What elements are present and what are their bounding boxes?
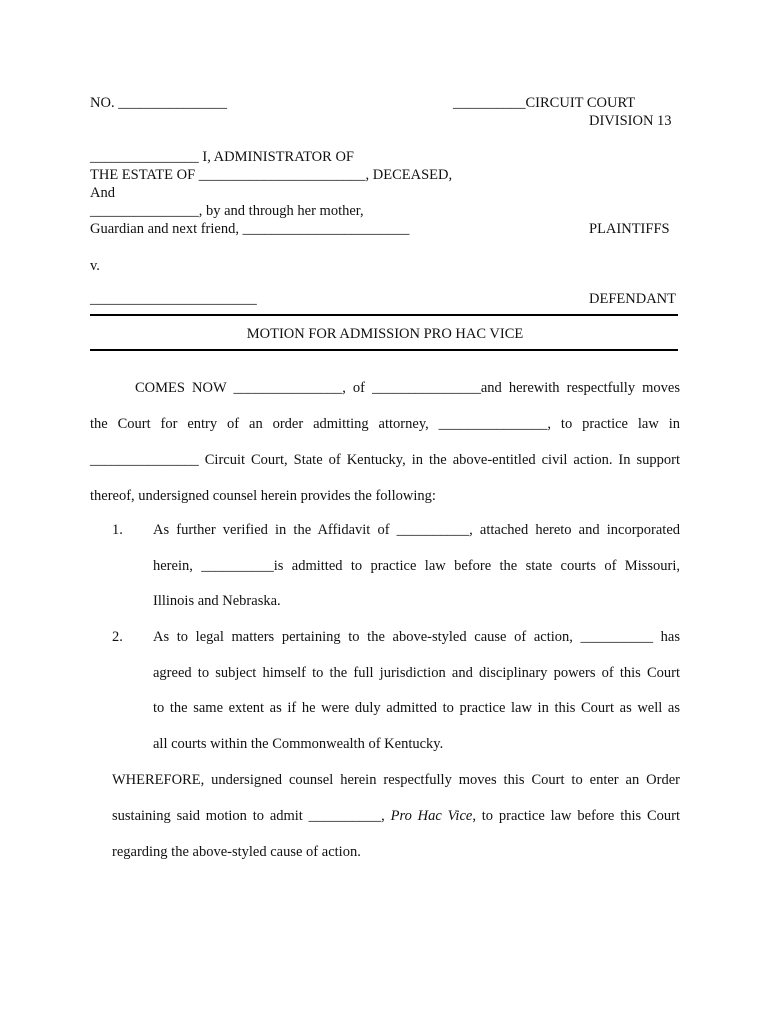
wherefore-paragraph — [112, 762, 680, 870]
item-number: 1. — [112, 522, 123, 538]
closing-line-2: sustaining said motion to admit __________, Pro Hac Vice, to practice law before this Court — [112, 808, 680, 824]
item-number: 2. — [112, 629, 123, 645]
intro-paragraph — [90, 370, 680, 514]
item-line: to the same extent as if he were duly admitted to practice law in this Court as well as — [153, 700, 680, 717]
division-label: DIVISION 13 — [589, 113, 672, 129]
document-title: MOTION FOR ADMISSION PRO HAC VICE — [246, 326, 524, 342]
plaintiff-line-2: THE ESTATE OF _______________________, DECEASED, — [90, 167, 453, 183]
item-line: Illinois and Nebraska. — [153, 593, 281, 610]
intro-line-3: _______________ Circuit Court, State of Kentucky, in the above-entitled civil action. In support — [90, 452, 680, 468]
intro-line-1: COMES NOW _______________, of _______________and herewith respectfully moves — [135, 380, 680, 396]
plaintiff-line-5: Guardian and next friend, _______________________ — [90, 221, 410, 237]
intro-line-4: thereof, undersigned counsel herein provides the following: — [90, 488, 436, 504]
defendant-blank: _______________________ — [90, 291, 257, 307]
defendant-label: DEFENDANT — [589, 291, 676, 307]
plaintiff-line-3: And — [90, 185, 115, 201]
versus-label: v. — [90, 258, 100, 274]
item-line: herein, __________is admitted to practice law before the state courts of Missouri, — [153, 557, 680, 574]
item-line: agreed to subject himself to the full jurisdiction and disciplinary powers of this Court — [153, 664, 680, 681]
item-line: all courts within the Commonwealth of Kentucky. — [153, 736, 444, 753]
closing-line-3: regarding the above-styled cause of action. — [112, 844, 361, 860]
plaintiff-line-4: _______________, by and through her mother, — [90, 203, 364, 219]
plaintiffs-label: PLAINTIFFS — [589, 221, 670, 237]
title-rule-bottom — [90, 349, 678, 351]
item-line: As further verified in the Affidavit of __________, attached hereto and incorporated — [153, 522, 680, 538]
closing-line-1: WHEREFORE, undersigned counsel herein respectfully moves this Court to enter an Order — [112, 772, 680, 788]
item-line: As to legal matters pertaining to the above-styled cause of action, __________ has — [153, 629, 680, 645]
intro-line-2: the Court for entry of an order admitting attorney, _______________, to practice law in — [90, 416, 680, 432]
plaintiff-line-1: _______________ I, ADMINISTRATOR OF — [90, 149, 354, 165]
case-number: NO. _______________ — [90, 95, 227, 111]
circuit-court-line: __________CIRCUIT COURT — [453, 95, 636, 111]
pro-hac-vice-italic: Pro Hac Vice — [390, 808, 473, 824]
title-rule-top — [90, 314, 678, 316]
